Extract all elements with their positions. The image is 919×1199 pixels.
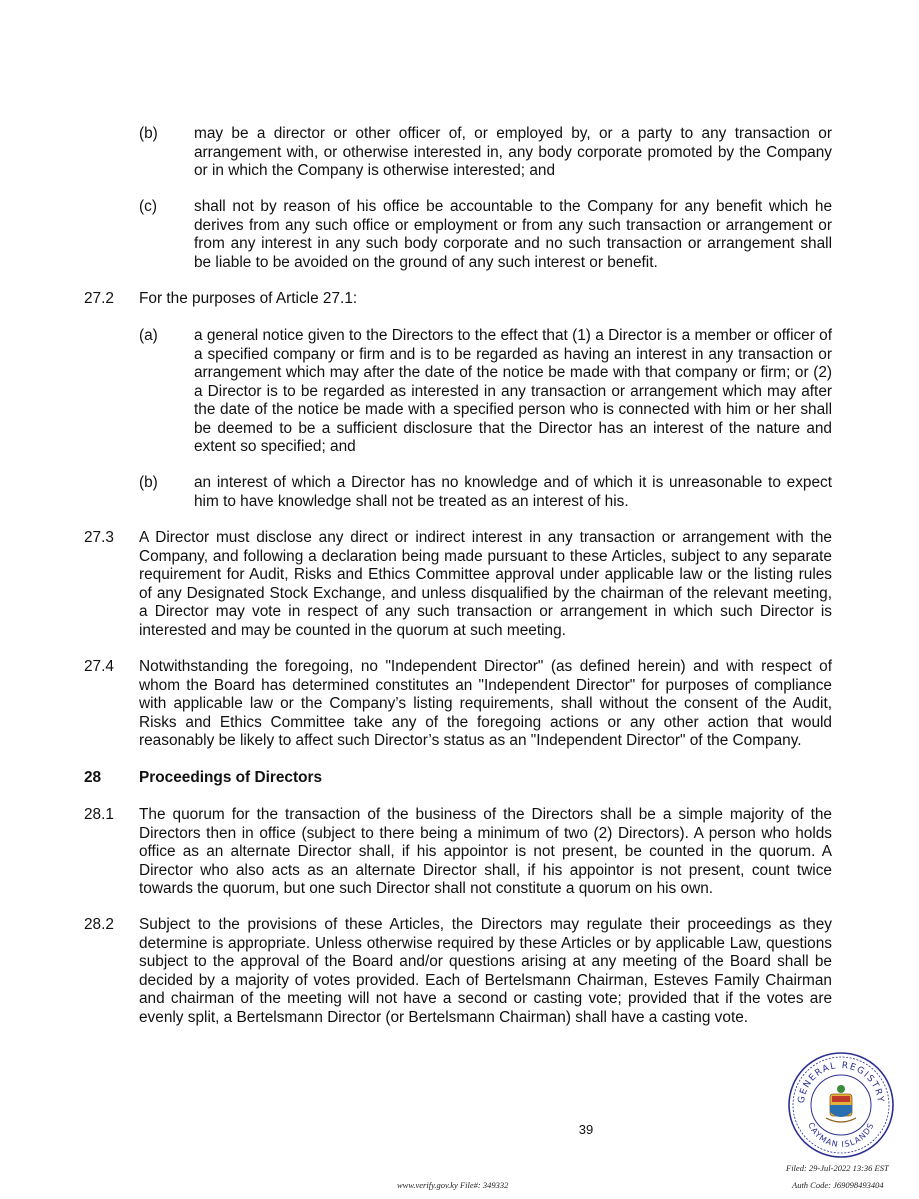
article-text: Notwithstanding the foregoing, no "Independent Director" (as defined herein) and with respect of whom the Board has determined constitutes an "Independent Director" for purposes of compliance with applicable law or the Company’s listing requirements, shall without the consent of the Audit, Risks and Ethics Committee take any of the foregoing actions or any other action that would reasonably be likely to affect such Director’s status as an "Independent Director" of the Company. [139, 658, 832, 749]
article-number: 27.3 [84, 529, 114, 546]
verify-footer: www.verify.gov.ky File#: 349332 [397, 1180, 509, 1190]
article-text: For the purposes of Article 27.1: [139, 290, 358, 307]
section-number: 28 [84, 769, 102, 786]
clause-text: a general notice given to the Directors to the effect that (1) a Director is a member or officer of a specified company or firm and is to be regarded as having an interest in any transaction or arrangement which may after the date of the notice be made with that company or firm; or (2) a Director is to be regarded as interested in any transaction or arrangement which may after the date of the notice be made with a specified person who is connected with him or her shall be deemed to be a sufficient disclosure that the Director has an interest of the nature and extent so specified; and [194, 327, 832, 455]
page-number: 39 [578, 1122, 594, 1137]
seal-top-text: GENERAL REGISTRY [796, 1060, 886, 1104]
article-number: 28.1 [84, 806, 114, 823]
auth-code: Auth Code: J69098493404 [792, 1180, 884, 1190]
clause-text: an interest of which a Director has no knowledge and of which it is unreasonable to expect him to have knowledge shall not be treated as an interest of his. [194, 474, 832, 510]
clause-number: (a) [139, 327, 158, 344]
clause-text: shall not by reason of his office be accountable to the Company for any benefit which he derives from any such office or employment or from any such transaction or arrangement or from any interest in any such body corporate and no such transaction or arrangement shall be liable to be avoided on the ground of any such interest or benefit. [194, 198, 832, 271]
article-number: 28.2 [84, 916, 114, 933]
article-text: A Director must disclose any direct or indirect interest in any transaction or arrangement with the Company, and following a declaration being made pursuant to these Articles, subject to any separate requirement for Audit, Risks and Ethics Committee approval under applicable law or the listing rules of any Designated Stock Exchange, and unless disqualified by the chairman of the relevant meeting, a Director may vote in respect of any such transaction or arrangement in which such Director is interested and may be counted in the quorum at such meeting. [139, 529, 832, 639]
clause-number: (b) [139, 474, 158, 491]
seal-bottom-text: CAYMAN ISLANDS [806, 1121, 876, 1150]
coat-of-arms-icon [826, 1085, 856, 1122]
article-number: 27.4 [84, 658, 114, 675]
article-text: Subject to the provisions of these Articles, the Directors may regulate their proceedings as they determine is appropriate. Unless otherwise required by these Articles or by applicable Law, questions subject to the approval of the Board and/or questions arising at any meeting of the Board shall be decided by a majority of votes provided. Each of Bertelsmann Chairman, Esteves Family Chairman and chairman of the meeting will not have a second or casting vote; provided that if the votes are evenly split, a Bertelsmann Director (or Bertelsmann Chairman) shall have a casting vote. [139, 916, 832, 1026]
clause-text: may be a director or other officer of, or employed by, or a party to any transaction or arrangement with, or otherwise interested in, any body corporate promoted by the Company or in which the Company is otherwise interested; and [194, 125, 832, 179]
clause-number: (c) [139, 198, 157, 215]
section-title: Proceedings of Directors [139, 769, 323, 786]
clause-number: (b) [139, 125, 158, 142]
article-number: 27.2 [84, 290, 114, 307]
filed-stamp: Filed: 29-Jul-2022 13:36 EST [786, 1163, 889, 1173]
registry-seal-icon [786, 1050, 896, 1160]
article-text: The quorum for the transaction of the business of the Directors shall be a simple majority of the Directors then in office (subject to there being a minimum of two (2) Directors). A person who holds office as an alternate Director shall, if his appointor is not present, be counted in the quorum. A Director who also acts as an alternate Director shall, if his appointor is not present, count twice towards the quorum, but one such Director shall not constitute a quorum on his own. [139, 806, 832, 897]
